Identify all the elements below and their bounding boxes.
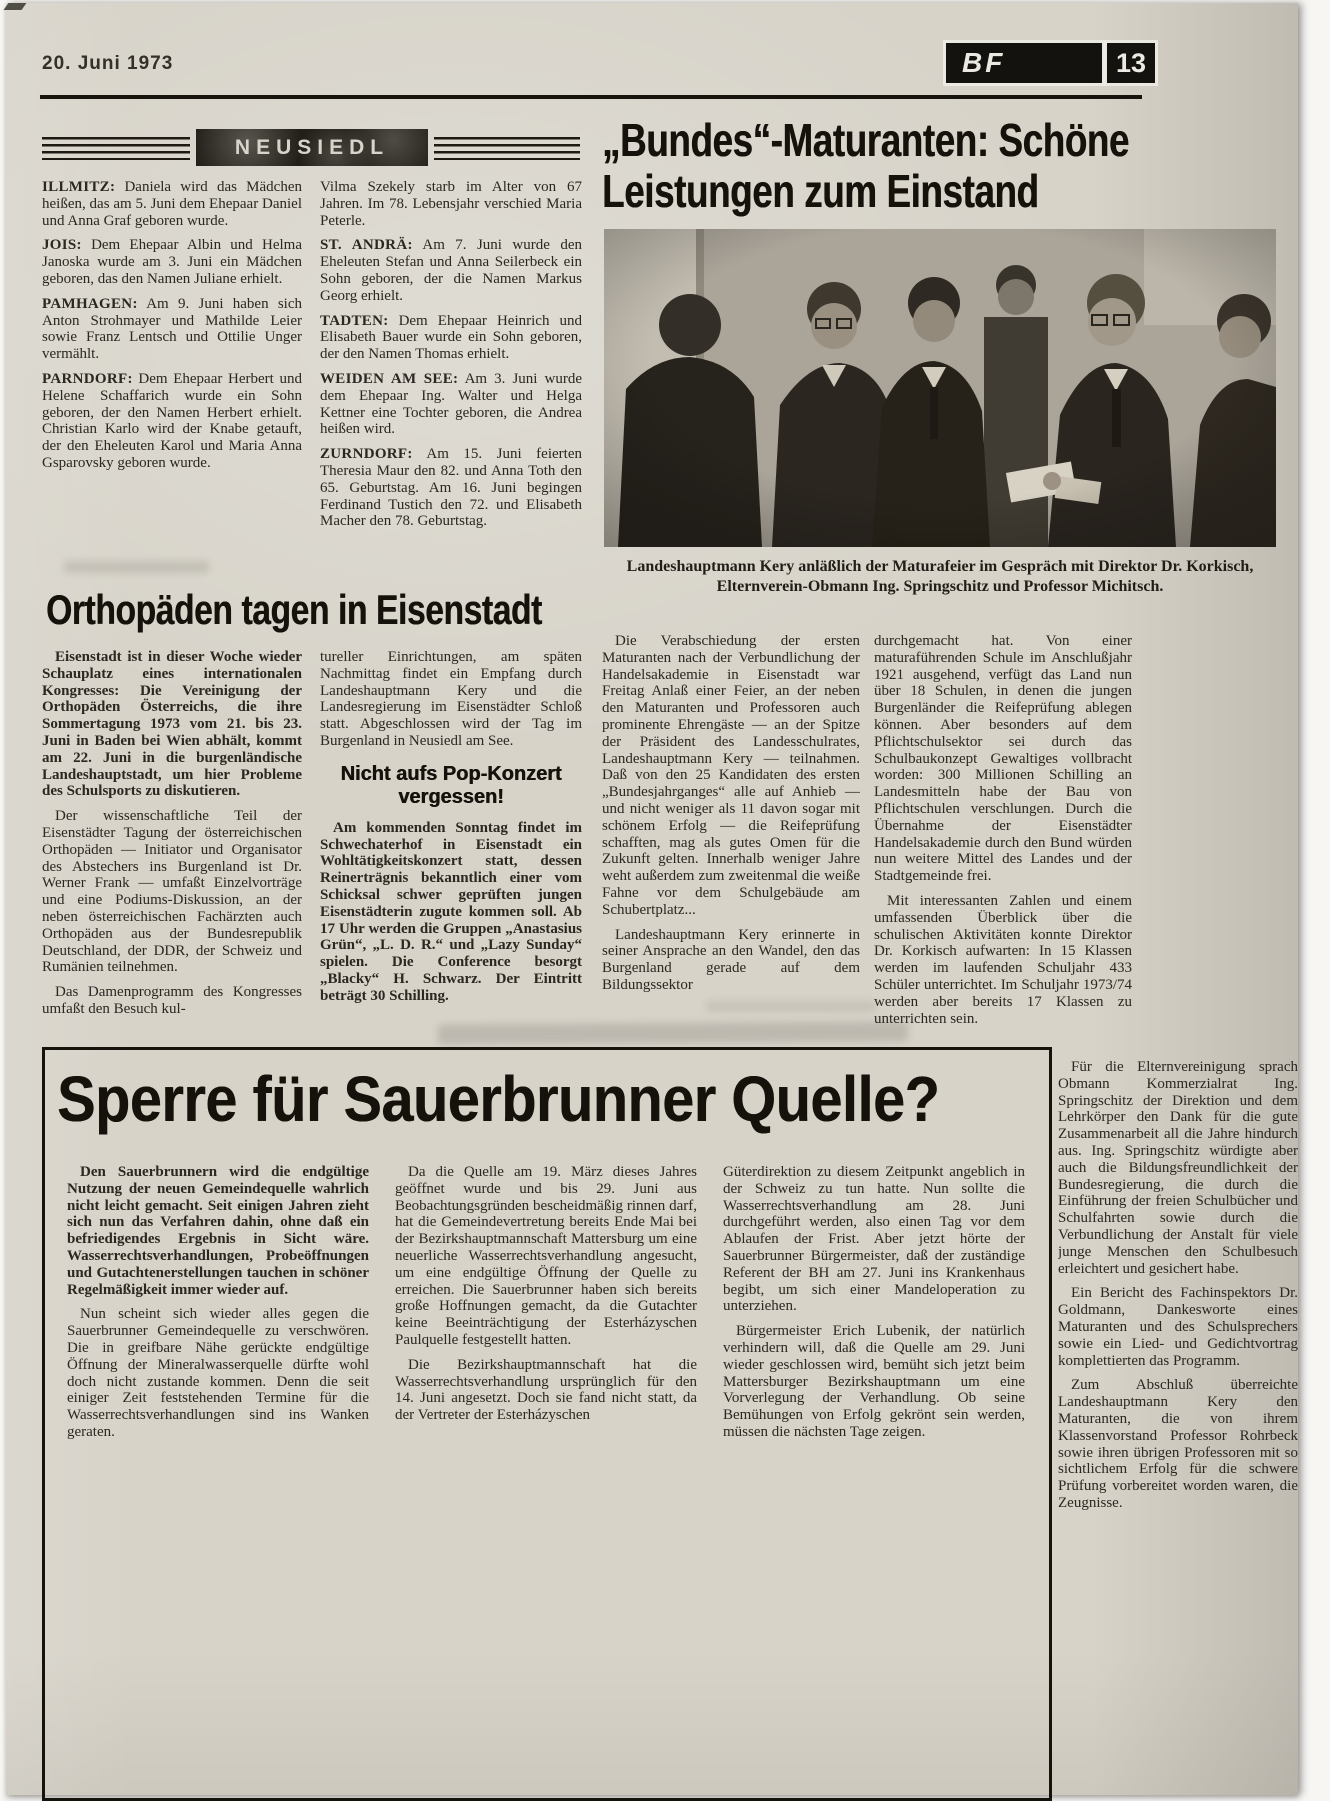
brief-text: Vilma Szekely starb im Alter von 67 Jahren. Im 78. Lebensjahr verschied Maria Peterle. (320, 179, 582, 229)
news-briefs-column-1 (42, 179, 302, 579)
brief-location-tag: ZURNDORF: (320, 446, 413, 463)
orthopaeden-column-2 (320, 649, 582, 1041)
article-paragraph: Für die Elternvereinigung sprach Obmann Kommerzialrat Ing. Springschitz der Direktion und dem Lehrkörper den Dank für die gute Zusammenarbeit all die Jahre hindurch aus. Ing. Springschitz würdigte aber auch die Bildungsfreundlichkeit der Bundesregierung, die durch die Einführung der freien Schulbücher und Schulfahrten sowie durch die Verbundlichung der Anstalt für viele junge Menschen den Schulbesuch erleichtert und gesichert habe. (1058, 1059, 1298, 1277)
brief-location-tag: ST. ANDRÄ: (320, 237, 413, 254)
article-paragraph: Güterdirektion zu diesem Zeitpunkt angeblich in der Schweiz zu tun hatte. Nun sollte die Wasserrechtsverhandlung am 28. Juni durchgeführt werden, also einen Tag vor dem Ablaufen der Frist. Aber jetzt hörte der Sauerbrunner Bürgermeister, daß der zuständige Referent der BH am 27. Juni ins Krankenhaus begibt, um sich einer Mandeloperation zu unterziehen. (723, 1164, 1025, 1315)
news-briefs-column-2 (320, 179, 582, 579)
article-paragraph: Da die Quelle am 19. März dieses Jahres geöffnet wurde und bis 29. Juni aus Beobachtungsgründen bescheidmäßig rinnen darf, hat die Gemeindevertretung bereits Ende Mai bei der Bezirkshauptmannschaft Mattersburg um eine neuerliche Wasserrechtsverhandlung angesucht, um eine endgültige Öffnung der Quelle zu erreichen. Die Sauerbrunner haben sich bereits große Hoffnungen gemacht, da die Gutachter keine Beeinträchtigung der Esterházyschen Paulquelle festgestellt hatten. (395, 1164, 697, 1348)
page-header-badges (946, 43, 1155, 83)
article-paragraph: durchgemacht hat. Von einer maturaführenden Schule im Anschlußjahr 1921 ausgehend, verfügt das Land nun über 18 Schulen, in denen die jungen Burgenländer die Reifeprüfung ablegen können. Aber besonders auf dem Pflichtschulsektor sei durch das Schulbaukonzept Gewaltiges vollbracht worden: 300 Millionen Schilling an Landesmitteln habe der Bau von Pflichtschulen verschlungen. Durch die Übernahme der Eisenstädter Handelsakademie durch den Bund würden nun weitere Mittel des Landes und der Stadtgemeinde frei. (874, 633, 1132, 885)
brief-text: Dem Ehepaar Heinrich und Elisabeth Bauer wurde ein Sohn geboren, der den Namen Thomas erhielt. (320, 312, 582, 363)
article-paragraph: Mit interessanten Zahlen und einem umfassenden Überblick über die schulischen Aktivitäten konnte Direktor Dr. Korkisch aufwarten: In 15 Klassen werden im laufenden Schuljahr 433 Schüler unterrichtet. Im Schuljahr 1973/74 werden aber bereits 17 Klassen zu unterrichten sein. (874, 892, 1132, 1027)
maturanten-column-1 (602, 633, 860, 1045)
popkonzert-subhead: Nicht aufs Pop-Konzert vergessen! (340, 762, 562, 808)
banner-rules-left (42, 137, 190, 160)
section-banner-neusiedl: NEUSIEDL (196, 129, 428, 166)
article-lead-paragraph: Den Sauerbrunnern wird die endgültige Nutzung der neuen Gemeindequelle wahrlich nicht leicht gemacht. Seit einigen Jahren zieht sich nun das Verfahren dahin, ohne daß ein befriedigendes Ergebnis in Sicht wäre. Wasserrechtsverhandlungen, Probeöffnungen und Gutachtenerstellungen tauchen in schöner Regelmäßigkeit immer wieder auf. (67, 1164, 369, 1298)
brief-location-tag: PARNDORF: (42, 370, 133, 387)
news-brief (320, 179, 582, 229)
maturanten-headline-line2: Leistungen zum Einstand (602, 165, 1039, 217)
photo-illustration (604, 229, 1276, 547)
sauerbrunn-column-3 (723, 1164, 1025, 1770)
orthopaeden-headline-text: Orthopäden tagen in Eisenstadt (46, 586, 542, 633)
article-paragraph: tureller Einrichtungen, am späten Nachmittag findet ein Empfang durch Landeshauptmann Kery und die Landesregierung im Eisenstädter Schloß statt. Abgeschlossen wird der Tag im Burgenland in Neusiedl am See. (320, 649, 582, 749)
brief-text: Dem Ehepaar Albin und Helma Janoska wurde am 3. Juni ein Mädchen geboren, das den Namen Juliane erhielt. (42, 237, 302, 287)
news-brief (320, 371, 582, 438)
masthead-badge: BF (946, 43, 1102, 83)
maturanten-headline (602, 115, 1261, 217)
brief-text: Am 7. Juni wurde den Eheleuten Stefan und Anna Seilerbeck ein Sohn geboren, der die Namen Markus Georg erhielt. (320, 237, 582, 304)
article-paragraph: Die Bezirkshauptmannschaft hat die Wasserrechtsverhandlung ursprünglich für den 14. Juni angesetzt. Doch sie fand nicht statt, da der Vertreter der Esterházyschen (395, 1356, 697, 1424)
news-brief (42, 371, 302, 472)
page-date: 20. Juni 1973 (42, 53, 174, 74)
brief-location-tag: TADTEN: (320, 312, 389, 329)
maturanten-column-3 (1058, 1059, 1298, 1604)
ink-bleed-artifact (706, 1001, 876, 1012)
orthopaeden-headline (46, 587, 666, 633)
news-brief (42, 237, 302, 287)
newspaper-paper (6, 3, 1298, 1795)
scan-corner-mark (4, 3, 27, 10)
article-paragraph: Zum Abschluß überreichte Landeshauptmann Kery den Maturanten, die von ihrem Klassenvorstand Professor Rohrbeck sowie ihren übrigen Professoren mit so sichtlichem Erfolg für die schwere Prüfung vorbereitet worden waren, die Zeugnisse. (1058, 1377, 1298, 1511)
article-paragraph: Ein Bericht des Fachinspektors Dr. Goldmann, Dankesworte eines Maturanten und des Schulsprechers sowie ein Lied- und Gedichtvortrag komplettierten das Programm. (1058, 1285, 1298, 1369)
article-paragraph: Die Verabschiedung der ersten Maturanten nach der Verbundlichung der Handelsakademie in Eisenstadt war Freitag Anlaß einer Feier, an der neben den Maturanten und Professoren auch prominente Ehrengäste — an der Spitze der Präsident des Landesschulrates, Landeshauptmann Kery — teilnahmen. Daß von den 25 Kandidaten des ersten „Bundesjahrganges“ alle auf Anhieb — und nicht weniger als 11 davon sogar mit schönem Erfolg — die Reifeprüfung schafften, mag als gutes Omen für die Zukunft gelten. Innerhalb weniger Jahre weht außerdem zum zweitenmal die weiße Fahne vor dem Schulgebäude am Schubertplatz... (602, 633, 860, 918)
sauerbrunn-headline (57, 1063, 1049, 1135)
brief-location-tag: WEIDEN AM SEE: (320, 370, 459, 387)
brief-location-tag: PAMHAGEN: (42, 295, 138, 312)
sauerbrunn-column-2 (395, 1164, 697, 1770)
maturanten-column-2 (874, 633, 1132, 1045)
sauerbrunn-box (42, 1047, 1052, 1801)
sauerbrunn-headline-text: Sperre für Sauerbrunner Quelle? (57, 1063, 940, 1135)
news-brief (320, 446, 582, 530)
header-rule (40, 95, 1142, 99)
brief-text: Am 3. Juni wurde dem Ehepaar Ing. Walter und Helga Kettner eine Tochter geboren, die Andrea heißen wird. (320, 370, 582, 438)
article-paragraph: Nun scheint sich wieder alles gegen die Sauerbrunner Gemeindequelle zu verschwören. Die in greifbare Nähe gerückte endgültige Öffnung der Mineralwasserquelle dürfte wohl doch nicht zustande kommen. Denn die seit einiger Zeit feststehenden Termine für die Wasserrechtsverhandlungen sind ins Wanken geraten. (67, 1306, 369, 1440)
banner-rules-right (434, 137, 580, 160)
orthopaeden-column-1 (42, 649, 302, 1041)
page-number-badge: 13 (1107, 43, 1155, 83)
brief-text: Am 15. Juni feierten Theresia Maur den 82. und Anna Toth den 65. Geburtstag. Am 16. Juni begingen Ferdinand Tustich den 72. und Elisabeth Macher den 78. Geburtstag. (320, 446, 582, 530)
article-photo (604, 229, 1276, 547)
article-paragraph: Am kommenden Sonntag findet im Schwechaterhof in Eisenstadt ein Wohltätigkeitskonzert statt, dessen Reinerträgnis bekanntlich einer vom Schicksal schwer geprüften jungen Eisenstädterin zugute kommen soll. Ab 17 Uhr werden die Gruppen „Anastasius Grün“, „L. D. R.“ und „Lazy Sunday“ spielen. Die Conference besorgt „Blacky“ H. Schwarz. Der Eintritt beträgt 30 Schilling. (320, 819, 582, 1004)
news-brief (42, 179, 302, 229)
news-brief (320, 237, 582, 304)
news-brief (42, 296, 302, 363)
brief-text: Daniela wird das Mädchen heißen, das am 5. Juni dem Ehepaar Daniel und Anna Graf geboren wurde. (42, 179, 302, 229)
brief-location-tag: JOIS: (42, 237, 82, 254)
maturanten-headline-line1: „Bundes“-Maturanten: Schöne (602, 114, 1129, 166)
ink-bleed-artifact (64, 561, 209, 573)
brief-location-tag: ILLMITZ: (42, 179, 116, 195)
sauerbrunn-column-1 (67, 1164, 369, 1770)
news-brief (320, 313, 582, 363)
photo-caption: Landeshauptmann Kery anläßlich der Maturafeier im Gespräch mit Direktor Dr. Korkisch, Elternverein-Obmann Ing. Springschitz und Professor Michitsch. (626, 558, 1254, 595)
brief-text: Dem Ehepaar Herbert und Helene Schaffarich wurde ein Sohn geboren, der den Namen Herbert erhielt. Christian Karlo wird der Knabe getauft, der den Eheleuten Karol und Maria Anna Gsparovsky geboren wurde. (42, 370, 302, 471)
sauerbrunn-columns (67, 1164, 1025, 1770)
article-paragraph: Bürgermeister Erich Lubenik, der natürlich verhindern will, daß die Quelle am 29. Juni wieder geschlossen wird, bemüht sich jetzt beim Mattersburger Bezirkshauptmann um eine Vorverlegung der Verhandlung. Ob seine Bemühungen von Erfolg gekrönt sein werden, müssen die nächsten Tage zeigen. (723, 1323, 1025, 1440)
article-paragraph: Das Damenprogramm des Kongresses umfaßt den Besuch kul- (42, 984, 302, 1017)
article-lead-paragraph: Eisenstadt ist in dieser Woche wieder Schauplatz eines internationalen Kongresses: Die Vereinigung der Orthopäden Österreichs, die ihre Sommertagung 1973 vom 21. bis 23. Juni in Baden bei Wien abhält, kommt am 22. Juni in die burgenländische Landeshauptstadt, um hier Probleme des Schulsports zu diskutieren. (42, 649, 302, 800)
ink-bleed-artifact (438, 1021, 908, 1044)
brief-text: Am 9. Juni haben sich Anton Strohmayer und Mathilde Leier sowie Franz Lentsch und Ottilie Unger vermählt. (42, 295, 302, 363)
article-paragraph: Landeshauptmann Kery erinnerte in seiner Ansprache an den Wandel, den das Burgenland gerade auf dem Bildungssektor (602, 926, 860, 993)
article-paragraph: Der wissenschaftliche Teil der Eisenstädter Tagung der österreichischen Orthopäden — Initiator und Organisator des Abstechers ins Burgenland ist Dr. Werner Frank — umfaßt Einzelvorträge und eine Podiums-Diskussion, an der neben österreichischen Fachärzten auch Orthopäden aus der Bundesrepublik Deutschland, der DDR, der Schweiz und Rumänien teilnehmen. (42, 808, 302, 976)
